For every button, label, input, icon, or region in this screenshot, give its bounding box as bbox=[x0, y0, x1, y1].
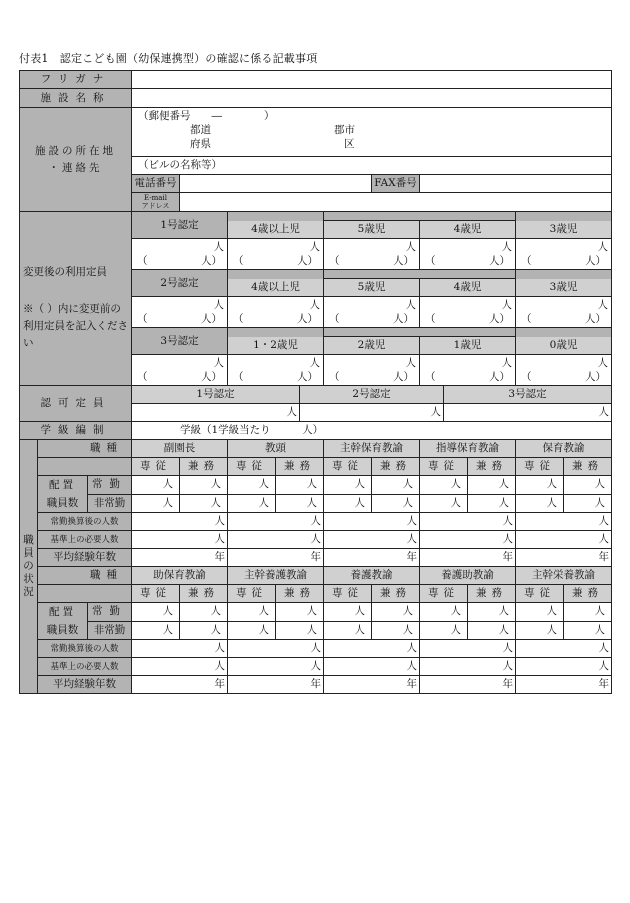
required-value-cell[interactable]: 人 bbox=[420, 531, 516, 549]
prev-open: （ bbox=[521, 371, 532, 383]
capacity-prev bbox=[231, 370, 320, 384]
prev-close: 人） bbox=[585, 371, 606, 383]
staff-count-cell[interactable]: 人 bbox=[132, 476, 180, 495]
fte-value-cell[interactable]: 人 bbox=[516, 640, 612, 658]
experience-value-cell[interactable]: 年 bbox=[516, 676, 612, 694]
staff-count-cell[interactable]: 人 bbox=[228, 476, 276, 495]
approved-v1[interactable]: 人 bbox=[132, 404, 300, 422]
placement-label: 配置 職員数 bbox=[38, 603, 88, 640]
capacity-value-cell[interactable] bbox=[228, 297, 324, 328]
cert3-last: 0歳児 bbox=[516, 337, 612, 355]
cert1-sub1: 5歳児 bbox=[324, 221, 420, 239]
capacity-prev bbox=[135, 254, 224, 268]
capacity-prev bbox=[423, 370, 512, 384]
capacity-prev bbox=[135, 370, 224, 384]
fuken-label: 府県 bbox=[190, 138, 211, 150]
capacity-prev bbox=[423, 312, 512, 326]
dedicated-header: 専従 bbox=[228, 458, 276, 476]
staff-count-cell[interactable]: 人 bbox=[564, 621, 612, 640]
prev-open: （ bbox=[233, 255, 244, 267]
job-header: 副園長 bbox=[132, 440, 228, 458]
required-value-cell[interactable]: 人 bbox=[228, 658, 324, 676]
required-value-cell[interactable]: 人 bbox=[132, 658, 228, 676]
capacity-new: 人 bbox=[501, 299, 512, 311]
capacity-value-cell[interactable] bbox=[516, 297, 612, 328]
concurrent-header: 兼務 bbox=[276, 585, 324, 603]
email-input[interactable] bbox=[180, 193, 612, 212]
experience-value-cell[interactable]: 年 bbox=[132, 676, 228, 694]
staff-count-cell[interactable]: 人 bbox=[516, 494, 564, 513]
required-label: 基準上の必要人数 bbox=[38, 658, 132, 676]
staff-count-cell[interactable]: 人 bbox=[324, 603, 372, 622]
fulltime-label: 常勤 bbox=[88, 476, 132, 495]
staff-count-cell[interactable]: 人 bbox=[516, 476, 564, 495]
dedicated-header: 専従 bbox=[324, 585, 372, 603]
experience-value-cell[interactable]: 年 bbox=[420, 549, 516, 567]
fte-value-cell[interactable]: 人 bbox=[228, 513, 324, 531]
staff-count-cell[interactable]: 人 bbox=[372, 621, 420, 640]
concurrent-header: 兼務 bbox=[372, 585, 420, 603]
capacity-new: 人 bbox=[309, 357, 320, 369]
prev-open: （ bbox=[329, 255, 340, 267]
staff-jobtype-1: 職種 bbox=[38, 440, 132, 458]
job-header: 助保育教諭 bbox=[132, 567, 228, 585]
concurrent-header: 兼務 bbox=[276, 458, 324, 476]
concurrent-header: 兼務 bbox=[564, 458, 612, 476]
fte-value-cell[interactable]: 人 bbox=[324, 513, 420, 531]
fte-value-cell[interactable]: 人 bbox=[420, 640, 516, 658]
prev-open: （ bbox=[329, 371, 340, 383]
capacity-value-cell[interactable] bbox=[132, 239, 228, 270]
staff-count-cell[interactable]: 人 bbox=[372, 494, 420, 513]
concurrent-header: 兼務 bbox=[180, 585, 228, 603]
capacity-value-cell[interactable] bbox=[324, 355, 420, 386]
staff-count-cell[interactable]: 人 bbox=[420, 494, 468, 513]
capacity-new: 人 bbox=[309, 241, 320, 253]
staff-count-cell[interactable]: 人 bbox=[468, 494, 516, 513]
cert1-main: 4歳以上児 bbox=[228, 221, 324, 239]
prev-close: 人） bbox=[201, 255, 222, 267]
fte-label: 常勤換算後の人数 bbox=[38, 513, 132, 531]
staff-count-cell[interactable]: 人 bbox=[564, 603, 612, 622]
staff-count-cell[interactable]: 人 bbox=[324, 494, 372, 513]
staff-count-cell[interactable]: 人 bbox=[516, 603, 564, 622]
capacity-value-cell[interactable] bbox=[420, 355, 516, 386]
required-value-cell[interactable]: 人 bbox=[420, 658, 516, 676]
job-header: 主幹養護教諭 bbox=[228, 567, 324, 585]
prev-close: 人） bbox=[393, 313, 414, 325]
capacity-new: 人 bbox=[597, 357, 608, 369]
job-header: 養護教諭 bbox=[324, 567, 420, 585]
cert2-last: 3歳児 bbox=[516, 279, 612, 297]
prev-close: 人） bbox=[585, 313, 606, 325]
concurrent-header: 兼務 bbox=[564, 585, 612, 603]
fte-value-cell[interactable]: 人 bbox=[420, 513, 516, 531]
experience-value-cell[interactable]: 年 bbox=[516, 549, 612, 567]
experience-value-cell[interactable]: 年 bbox=[420, 676, 516, 694]
capacity-value-cell[interactable] bbox=[132, 355, 228, 386]
experience-value-cell[interactable]: 年 bbox=[324, 549, 420, 567]
cert3-header: 3号認定 bbox=[132, 328, 228, 355]
building-name-input[interactable]: （ビルの名称等） bbox=[132, 157, 612, 175]
capacity-value-cell[interactable] bbox=[132, 297, 228, 328]
fax-input[interactable] bbox=[420, 175, 612, 193]
capacity-prev bbox=[519, 254, 608, 268]
experience-value-cell[interactable]: 年 bbox=[228, 676, 324, 694]
staff-jobtype-2: 職種 bbox=[38, 567, 132, 585]
job-header: 保育教諭 bbox=[516, 440, 612, 458]
staff-count-cell[interactable]: 人 bbox=[132, 621, 180, 640]
staff-count-cell[interactable]: 人 bbox=[372, 603, 420, 622]
facility-name-input[interactable] bbox=[132, 89, 612, 108]
dedicated-header: 専従 bbox=[420, 585, 468, 603]
ku-label: 区 bbox=[344, 138, 355, 150]
prev-open: （ bbox=[137, 313, 148, 325]
dedicated-header: 専従 bbox=[516, 585, 564, 603]
furigana-input[interactable] bbox=[132, 71, 612, 89]
capacity-value-cell[interactable] bbox=[228, 355, 324, 386]
fulltime-label: 常勤 bbox=[88, 603, 132, 622]
dedicated-header: 専従 bbox=[132, 585, 180, 603]
cert3-sub1: 2歳児 bbox=[324, 337, 420, 355]
class-label: 学級編制 bbox=[20, 422, 132, 440]
capacity-new: 人 bbox=[405, 299, 416, 311]
prev-open: （ bbox=[233, 371, 244, 383]
dedicated-header: 専従 bbox=[516, 458, 564, 476]
job-header: 養護助教諭 bbox=[420, 567, 516, 585]
gunshi-label: 郡市 bbox=[334, 124, 355, 136]
fte-value-cell[interactable]: 人 bbox=[324, 640, 420, 658]
staff-count-cell[interactable]: 人 bbox=[228, 494, 276, 513]
staff-count-cell[interactable]: 人 bbox=[276, 476, 324, 495]
concurrent-header: 兼務 bbox=[468, 585, 516, 603]
cert3-main: 1・2歳児 bbox=[228, 337, 324, 355]
capacity-value-cell[interactable] bbox=[420, 297, 516, 328]
capacity-new: 人 bbox=[597, 241, 608, 253]
staff-count-cell[interactable]: 人 bbox=[420, 621, 468, 640]
cert2-sub1: 5歳児 bbox=[324, 279, 420, 297]
prev-open: （ bbox=[521, 313, 532, 325]
staff-count-cell[interactable]: 人 bbox=[180, 621, 228, 640]
dedicated-header: 専従 bbox=[132, 458, 180, 476]
cert2-header: 2号認定 bbox=[132, 270, 228, 297]
cert1-sub2: 4歳児 bbox=[420, 221, 516, 239]
staff-count-cell[interactable]: 人 bbox=[420, 476, 468, 495]
experience-value-cell[interactable]: 年 bbox=[132, 549, 228, 567]
concurrent-header: 兼務 bbox=[372, 458, 420, 476]
concurrent-header: 兼務 bbox=[468, 458, 516, 476]
staff-count-cell[interactable]: 人 bbox=[180, 603, 228, 622]
capacity-value-cell[interactable] bbox=[420, 239, 516, 270]
prev-close: 人） bbox=[201, 313, 222, 325]
fte-value-cell[interactable]: 人 bbox=[132, 640, 228, 658]
job-header: 主幹保育教諭 bbox=[324, 440, 420, 458]
staff-count-cell[interactable]: 人 bbox=[180, 476, 228, 495]
placement-label: 配置 職員数 bbox=[38, 476, 88, 513]
capacity-prev bbox=[327, 312, 416, 326]
phone-input[interactable] bbox=[180, 175, 372, 193]
staff-count-cell[interactable]: 人 bbox=[516, 621, 564, 640]
address-input[interactable] bbox=[132, 108, 612, 157]
approved-c3: 3号認定 bbox=[444, 386, 612, 404]
capacity-prev bbox=[135, 312, 224, 326]
required-value-cell[interactable]: 人 bbox=[516, 658, 612, 676]
capacity-new: 人 bbox=[309, 299, 320, 311]
required-value-cell[interactable]: 人 bbox=[324, 658, 420, 676]
approved-c2: 2号認定 bbox=[300, 386, 444, 404]
capacity-prev bbox=[327, 370, 416, 384]
staff-count-cell[interactable]: 人 bbox=[276, 603, 324, 622]
staff-count-cell[interactable]: 人 bbox=[276, 621, 324, 640]
capacity-prev bbox=[423, 254, 512, 268]
required-value-cell[interactable]: 人 bbox=[132, 531, 228, 549]
job-header: 指導保育教諭 bbox=[420, 440, 516, 458]
staff-count-cell[interactable]: 人 bbox=[324, 476, 372, 495]
fte-label: 常勤換算後の人数 bbox=[38, 640, 132, 658]
fte-value-cell[interactable]: 人 bbox=[228, 640, 324, 658]
required-value-cell[interactable]: 人 bbox=[228, 531, 324, 549]
furigana-label: フリガナ bbox=[20, 71, 132, 89]
capacity-value-cell[interactable] bbox=[516, 239, 612, 270]
cert1-header: 1号認定 bbox=[132, 212, 228, 239]
form-table bbox=[19, 70, 612, 694]
parttime-label: 非常勤 bbox=[88, 494, 132, 513]
job-header: 教頭 bbox=[228, 440, 324, 458]
phone-label: 電話番号 bbox=[132, 175, 180, 193]
experience-value-cell[interactable]: 年 bbox=[324, 676, 420, 694]
parttime-label: 非常勤 bbox=[88, 621, 132, 640]
capacity-new: 人 bbox=[213, 299, 224, 311]
email-label: E-mail アドレス bbox=[132, 193, 180, 212]
staff-label: 職員の状況 bbox=[20, 440, 38, 694]
prev-open: （ bbox=[233, 313, 244, 325]
staff-count-cell[interactable]: 人 bbox=[420, 603, 468, 622]
prev-open: （ bbox=[521, 255, 532, 267]
prev-close: 人） bbox=[393, 255, 414, 267]
capacity-prev bbox=[231, 254, 320, 268]
experience-label: 平均経験年数 bbox=[38, 676, 132, 694]
prev-open: （ bbox=[137, 255, 148, 267]
cert1-last: 3歳児 bbox=[516, 221, 612, 239]
capacity-new: 人 bbox=[597, 299, 608, 311]
fte-value-cell[interactable]: 人 bbox=[516, 513, 612, 531]
cert2-sub2: 4歳児 bbox=[420, 279, 516, 297]
prev-close: 人） bbox=[489, 371, 510, 383]
staff-count-cell[interactable]: 人 bbox=[372, 476, 420, 495]
staff-count-cell[interactable]: 人 bbox=[468, 476, 516, 495]
prev-open: （ bbox=[137, 371, 148, 383]
staff-count-cell[interactable]: 人 bbox=[564, 476, 612, 495]
dedicated-header: 専従 bbox=[420, 458, 468, 476]
document-title: 付表1 認定こども園（幼保連携型）の確認に係る記載事項 bbox=[19, 52, 318, 65]
capacity-new: 人 bbox=[213, 241, 224, 253]
capacity-new: 人 bbox=[501, 357, 512, 369]
capacity-prev bbox=[231, 312, 320, 326]
capacity-new: 人 bbox=[501, 241, 512, 253]
cert3-sub2: 1歳児 bbox=[420, 337, 516, 355]
prev-close: 人） bbox=[489, 255, 510, 267]
prev-open: （ bbox=[425, 371, 436, 383]
address-label: 施設の所在地 ・連絡先 bbox=[20, 108, 132, 212]
fte-value-cell[interactable]: 人 bbox=[132, 513, 228, 531]
required-value-cell[interactable]: 人 bbox=[324, 531, 420, 549]
staff-count-cell[interactable]: 人 bbox=[564, 494, 612, 513]
staff-count-cell[interactable]: 人 bbox=[180, 494, 228, 513]
staff-count-cell[interactable]: 人 bbox=[228, 603, 276, 622]
prev-close: 人） bbox=[489, 313, 510, 325]
experience-label: 平均経験年数 bbox=[38, 549, 132, 567]
cert2-main: 4歳以上児 bbox=[228, 279, 324, 297]
prev-open: （ bbox=[425, 313, 436, 325]
postal-code: （郵便番号 ― ） bbox=[138, 110, 275, 122]
capacity-new: 人 bbox=[213, 357, 224, 369]
todofu-label: 都道 bbox=[190, 124, 211, 136]
staff-count-cell[interactable]: 人 bbox=[132, 603, 180, 622]
experience-value-cell[interactable]: 年 bbox=[228, 549, 324, 567]
staff-count-cell[interactable]: 人 bbox=[324, 621, 372, 640]
approved-v3[interactable]: 人 bbox=[444, 404, 612, 422]
dedicated-header: 専従 bbox=[228, 585, 276, 603]
prev-close: 人） bbox=[393, 371, 414, 383]
capacity-new: 人 bbox=[405, 241, 416, 253]
approved-c1: 1号認定 bbox=[132, 386, 300, 404]
concurrent-header: 兼務 bbox=[180, 458, 228, 476]
staff-count-cell[interactable]: 人 bbox=[468, 603, 516, 622]
capacity-label: 変更後の利用定員 ※（ ）内に変更前の利用定員を記入ください bbox=[20, 212, 132, 386]
approved-v2[interactable]: 人 bbox=[300, 404, 444, 422]
staff-count-cell[interactable]: 人 bbox=[468, 621, 516, 640]
prev-open: （ bbox=[425, 255, 436, 267]
approved-label: 認可定員 bbox=[20, 386, 132, 422]
prev-close: 人） bbox=[585, 255, 606, 267]
capacity-prev bbox=[327, 254, 416, 268]
capacity-value-cell[interactable] bbox=[324, 239, 420, 270]
class-input[interactable]: 学級（1学級当たり 人） bbox=[132, 422, 612, 440]
job-header: 主幹栄養教諭 bbox=[516, 567, 612, 585]
required-value-cell[interactable]: 人 bbox=[516, 531, 612, 549]
fax-label: FAX番号 bbox=[372, 175, 420, 193]
capacity-value-cell[interactable] bbox=[324, 297, 420, 328]
staff-count-cell[interactable]: 人 bbox=[228, 621, 276, 640]
prev-close: 人） bbox=[201, 371, 222, 383]
capacity-new: 人 bbox=[405, 357, 416, 369]
prev-close: 人） bbox=[297, 313, 318, 325]
prev-close: 人） bbox=[297, 371, 318, 383]
prev-close: 人） bbox=[297, 255, 318, 267]
capacity-prev bbox=[519, 370, 608, 384]
staff-count-cell[interactable]: 人 bbox=[276, 494, 324, 513]
facility-name-label: 施設名称 bbox=[20, 89, 132, 108]
dedicated-header: 専従 bbox=[324, 458, 372, 476]
required-label: 基準上の必要人数 bbox=[38, 531, 132, 549]
capacity-value-cell[interactable] bbox=[228, 239, 324, 270]
prev-open: （ bbox=[329, 313, 340, 325]
capacity-prev bbox=[519, 312, 608, 326]
capacity-value-cell[interactable] bbox=[516, 355, 612, 386]
staff-count-cell[interactable]: 人 bbox=[132, 494, 180, 513]
